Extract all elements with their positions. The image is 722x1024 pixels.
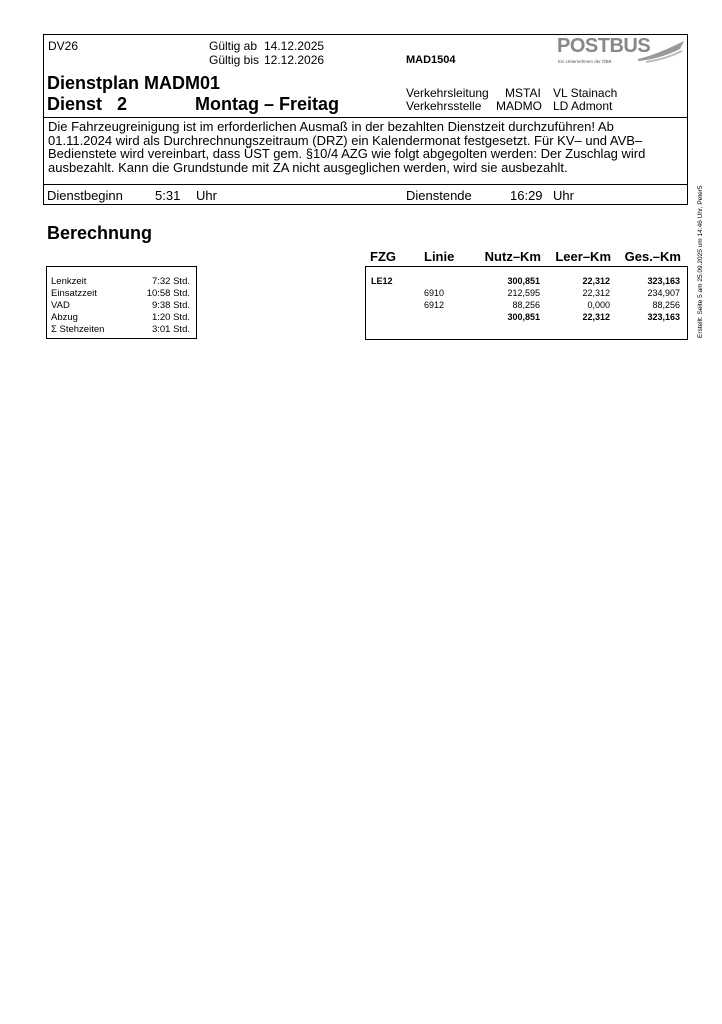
km-row (366, 300, 687, 312)
time-value: 9:38 Std. (151, 300, 190, 311)
km-header-cell: Linie (424, 249, 455, 264)
schedule-code: MAD1504 (406, 54, 456, 66)
valid-to-date: 12.12.2026 (264, 53, 325, 67)
service-days: Montag – Freitag (195, 94, 340, 114)
end-label: Dienstende (406, 188, 472, 203)
time-summary-box (46, 266, 197, 339)
end-time: 16:29 (510, 188, 543, 203)
km-cell-nutz: 88,256 (512, 300, 540, 310)
logo-swoosh-icon (636, 39, 686, 63)
divider (44, 184, 687, 185)
start-unit: Uhr (196, 188, 217, 203)
km-header-cell: Ges.–Km (624, 249, 681, 264)
valid-to-label: Gültig bis (209, 53, 260, 67)
time-value: 7:32 Std. (151, 276, 190, 287)
km-cell-nutz: 300,851 (507, 276, 540, 286)
km-cell-nutz: 300,851 (507, 312, 540, 322)
km-cell-leer: 22,312 (582, 288, 610, 298)
logo-tagline: Ein Unternehmen der ÖBB (558, 59, 612, 64)
time-value: 1:20 Std. (151, 312, 190, 323)
km-cell-ges: 88,256 (652, 300, 680, 310)
time-value: 3:01 Std. (151, 324, 190, 335)
km-header-cell: Nutz–Km (484, 249, 541, 264)
km-cell-linie: 6910 (424, 288, 445, 298)
divider (44, 117, 687, 118)
km-cell-leer: 0,000 (587, 300, 610, 310)
start-label: Dienstbeginn (47, 188, 123, 203)
end-unit: Uhr (553, 188, 574, 203)
time-label: Abzug (51, 312, 78, 323)
km-row (366, 276, 687, 288)
notice-text: Die Fahrzeugreinigung ist im erforderlichen Ausmaß in der bezahlten Dienstzeit durchzuführen! Ab 01.11.2024 wird als Durchrechnungszeitraum (DRZ) ein Kalendermonat festgesetzt. Für KV– und AVB–Bedienstete wird vereinbart, dass ÜST gem. §10/4 AZG wie folgt abgegolten werden: Der Zuschlag wird ausbezahlt. Kann die Grundstunde mit ZA nicht ausgeglichen werden, wird sie ausbezahlt. (48, 119, 646, 175)
km-row (366, 312, 687, 324)
km-row (366, 288, 687, 300)
service-label: Dienst (47, 94, 103, 114)
km-cell-leer: 22,312 (582, 276, 610, 286)
time-row (51, 288, 190, 300)
logo-brand-text: POSTBUS (557, 35, 651, 57)
time-row (51, 312, 190, 324)
time-label: Σ Stehzeiten (51, 324, 105, 335)
km-cell-leer: 22,312 (582, 312, 610, 322)
km-cell-ges: 323,163 (647, 312, 680, 322)
created-info: Erstellt: Seite 5 am 25.09.2025 um 14:46 Uhr, Peter5 (697, 185, 704, 338)
header-box (43, 34, 688, 205)
service-number: 2 (117, 94, 128, 114)
km-table-box (365, 266, 688, 340)
km-cell-nutz: 212,595 (507, 288, 540, 298)
km-header-cell: FZG (370, 249, 396, 264)
traffic-office-name: LD Admont (553, 99, 613, 113)
postbus-logo (556, 35, 686, 67)
km-header-cell: Leer–Km (555, 249, 611, 264)
plan-title: Dienstplan MADM01 (47, 73, 221, 93)
valid-from-label: Gültig ab (209, 39, 258, 53)
start-time: 5:31 (155, 188, 181, 203)
km-cell-fzg: LE12 (371, 276, 393, 286)
km-cell-ges: 234,907 (647, 288, 680, 298)
traffic-office-label: Verkehrsstelle (406, 99, 482, 113)
time-label: Einsatzzeit (51, 288, 97, 299)
time-label: VAD (51, 300, 70, 311)
km-cell-linie: 6912 (424, 300, 445, 310)
time-row (51, 276, 190, 288)
traffic-mgmt-name: VL Stainach (553, 86, 618, 100)
km-cell-ges: 323,163 (647, 276, 680, 286)
time-value: 10:58 Std. (146, 288, 190, 299)
traffic-office-code: MADMO (496, 99, 542, 113)
valid-from-date: 14.12.2025 (264, 39, 325, 53)
dv-code: DV26 (48, 39, 79, 53)
traffic-mgmt-label: Verkehrsleitung (406, 86, 489, 100)
time-row (51, 324, 190, 336)
calc-title: Berechnung (47, 223, 153, 243)
traffic-mgmt-code: MSTAI (505, 86, 541, 100)
time-label: Lenkzeit (51, 276, 87, 287)
time-row (51, 300, 190, 312)
